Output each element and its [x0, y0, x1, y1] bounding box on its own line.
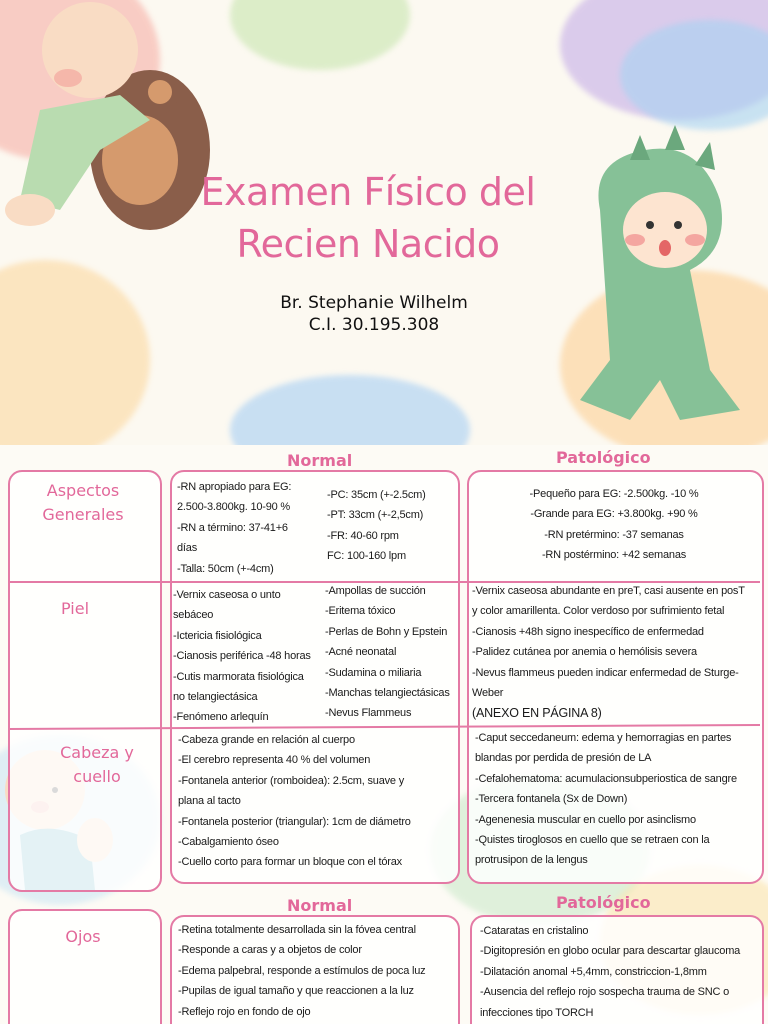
text-line: -Pupilas de igual tamaño y que reaccionen a la luz	[178, 985, 414, 998]
watercolor-blob	[230, 375, 470, 445]
skin-pathological	[472, 581, 758, 724]
text-line: -Perlas de Bohn y Epstein	[325, 625, 448, 638]
eyes-pathological	[480, 921, 758, 1023]
watercolor-blob	[230, 0, 410, 70]
text-line: infecciones tipo TORCH	[480, 1006, 594, 1019]
eyes-normal	[178, 920, 454, 1022]
title-line-1: Examen Físico del	[200, 170, 536, 214]
text-line: blandas por perdida de presión de LA	[475, 752, 652, 765]
text-line: -Nevus Flammeus	[325, 707, 412, 720]
text-line: no telangiectásica	[173, 691, 258, 704]
category-eyes: Ojos	[65, 927, 101, 946]
general-pathological	[470, 484, 758, 566]
text-line: protrusipon de la lengus	[475, 854, 588, 867]
text-line: -Cianosis +48h signo inespecífico de enfermedad	[472, 625, 704, 638]
category-head-neck	[22, 741, 172, 789]
category-general	[8, 479, 158, 527]
header-normal-2: Normal	[287, 896, 353, 915]
skin-normal-left	[173, 585, 325, 728]
text-line: días	[177, 542, 197, 555]
category-label: Cabeza y	[60, 743, 134, 762]
header-pathological: Patológico	[556, 448, 651, 467]
text-line: -El cerebro representa 40 % del volumen	[178, 754, 371, 767]
text-line: -PC: 35cm (+-2.5cm)	[327, 489, 426, 501]
author-name: Br. Stephanie Wilhelm	[280, 293, 468, 313]
text-line: -Nevus flammeus pueden indicar enfermedad de Sturge-	[472, 666, 739, 679]
text-line: -Acné neonatal	[325, 646, 397, 659]
general-normal-left	[177, 477, 327, 579]
text-line: -Vernix caseosa abundante en preT, casi ausente en posT	[472, 585, 745, 597]
text-line: -Retina totalmente desarrollada sin la fóvea central	[178, 924, 416, 936]
head-normal	[178, 730, 454, 873]
text-line: -Cataratas en cristalino	[480, 925, 589, 937]
header-pathological-2: Patológico	[556, 893, 651, 912]
text-line: -Cutis marmorata fisiológica	[173, 670, 304, 683]
category-label: Aspectos	[46, 481, 120, 500]
text-line: sebáceo	[173, 609, 214, 622]
text-line: -Eritema tóxico	[325, 605, 396, 618]
author-id: C.I. 30.195.308	[308, 315, 440, 335]
watercolor-blob	[0, 260, 150, 445]
text-line: -Grande para EG: +3.800kg. +90 %	[530, 508, 698, 521]
text-line: -RN apropiado para EG:	[177, 481, 292, 493]
title-line-2: Recien Nacido	[236, 222, 500, 266]
text-line: -Ausencia del reflejo rojo sospecha trauma de SNC o	[480, 986, 730, 999]
document-title	[168, 166, 568, 270]
text-line: -Ampollas de succión	[325, 585, 426, 597]
text-line: -FR: 40-60 rpm	[327, 529, 399, 542]
text-line: plana al tacto	[178, 795, 241, 808]
text-line: -Responde a caras y a objetos de color	[178, 944, 362, 957]
text-line: -Dilatación anomal +5,4mm, constriccion-1,8mm	[480, 965, 707, 978]
text-line: -Tercera fontanela (Sx de Down)	[475, 793, 628, 806]
head-pathological	[475, 728, 757, 871]
text-line: 2.500-3.800kg. 10-90 %	[177, 501, 291, 514]
text-line: -Caput seccedaneum: edema y hemorragias en partes	[475, 732, 732, 744]
text-line: -Palidez cutánea por anemia o hemólisis severa	[472, 646, 697, 659]
text-line: -Vernix caseosa o unto	[173, 589, 281, 601]
text-line: -RN postérmino: +42 semanas	[541, 549, 687, 562]
dino-baby-illustration	[570, 120, 768, 430]
category-column-box	[8, 470, 162, 892]
text-line: -Cabeza grande en relación al cuerpo	[178, 734, 355, 746]
text-line: -Cianosis periférica -48 horas	[173, 650, 311, 663]
text-line: -PT: 33cm (+-2,5cm)	[327, 509, 424, 522]
text-line: -Cabalgamiento óseo	[178, 836, 279, 849]
text-line: -Talla: 50cm (+-4cm)	[177, 562, 274, 575]
text-line: FC: 100-160 lpm	[327, 550, 406, 563]
content-page	[0, 445, 768, 1024]
text-line: -Manchas telangiectásicas	[325, 687, 450, 700]
text-line: -Edema palpebral, responde a estímulos de poca luz	[178, 964, 426, 977]
text-line: -Fontanela posterior (triangular): 1cm de diámetro	[178, 815, 411, 828]
category-skin: Piel	[60, 599, 90, 618]
annex-note: (ANEXO EN PÁGINA 8)	[472, 706, 602, 721]
category-label: cuello	[73, 767, 121, 786]
text-line: -Digitopresión en globo ocular para descartar glaucoma	[480, 945, 741, 958]
general-normal-right	[327, 485, 455, 567]
cover-page	[0, 0, 768, 445]
text-line: -Sudamina o miliaria	[325, 666, 422, 679]
text-line: y color amarillenta. Color verdoso por sufrimiento fetal	[472, 605, 725, 618]
text-line: -Agenenesia muscular en cuello por asinclismo	[475, 813, 696, 826]
text-line: -RN pretérmino: -37 semanas	[544, 528, 684, 541]
text-line: -Cuello corto para formar un bloque con el tórax	[178, 856, 402, 869]
text-line: -RN a término: 37-41+6	[177, 521, 288, 534]
text-line: -Fenómeno arlequín	[173, 711, 269, 724]
skin-normal-right	[325, 581, 455, 724]
text-line: -Reflejo rojo en fondo de ojo	[178, 1005, 311, 1018]
text-line: -Fontanela anterior (romboidea): 2.5cm, suave y	[178, 774, 404, 787]
text-line: Weber	[472, 687, 504, 700]
category-label: Generales	[42, 505, 124, 524]
text-line: -Pequeño para EG: -2.500kg. -10 %	[529, 488, 699, 500]
text-line: -Quistes tiroglosos en cuello que se retraen con la	[475, 834, 710, 847]
author-block	[224, 292, 524, 336]
text-line: -Cefalohematoma: acumulacionsubperiostica de sangre	[475, 772, 737, 785]
text-line: -Ictericia fisiológica	[173, 629, 262, 642]
header-normal: Normal	[287, 451, 353, 470]
